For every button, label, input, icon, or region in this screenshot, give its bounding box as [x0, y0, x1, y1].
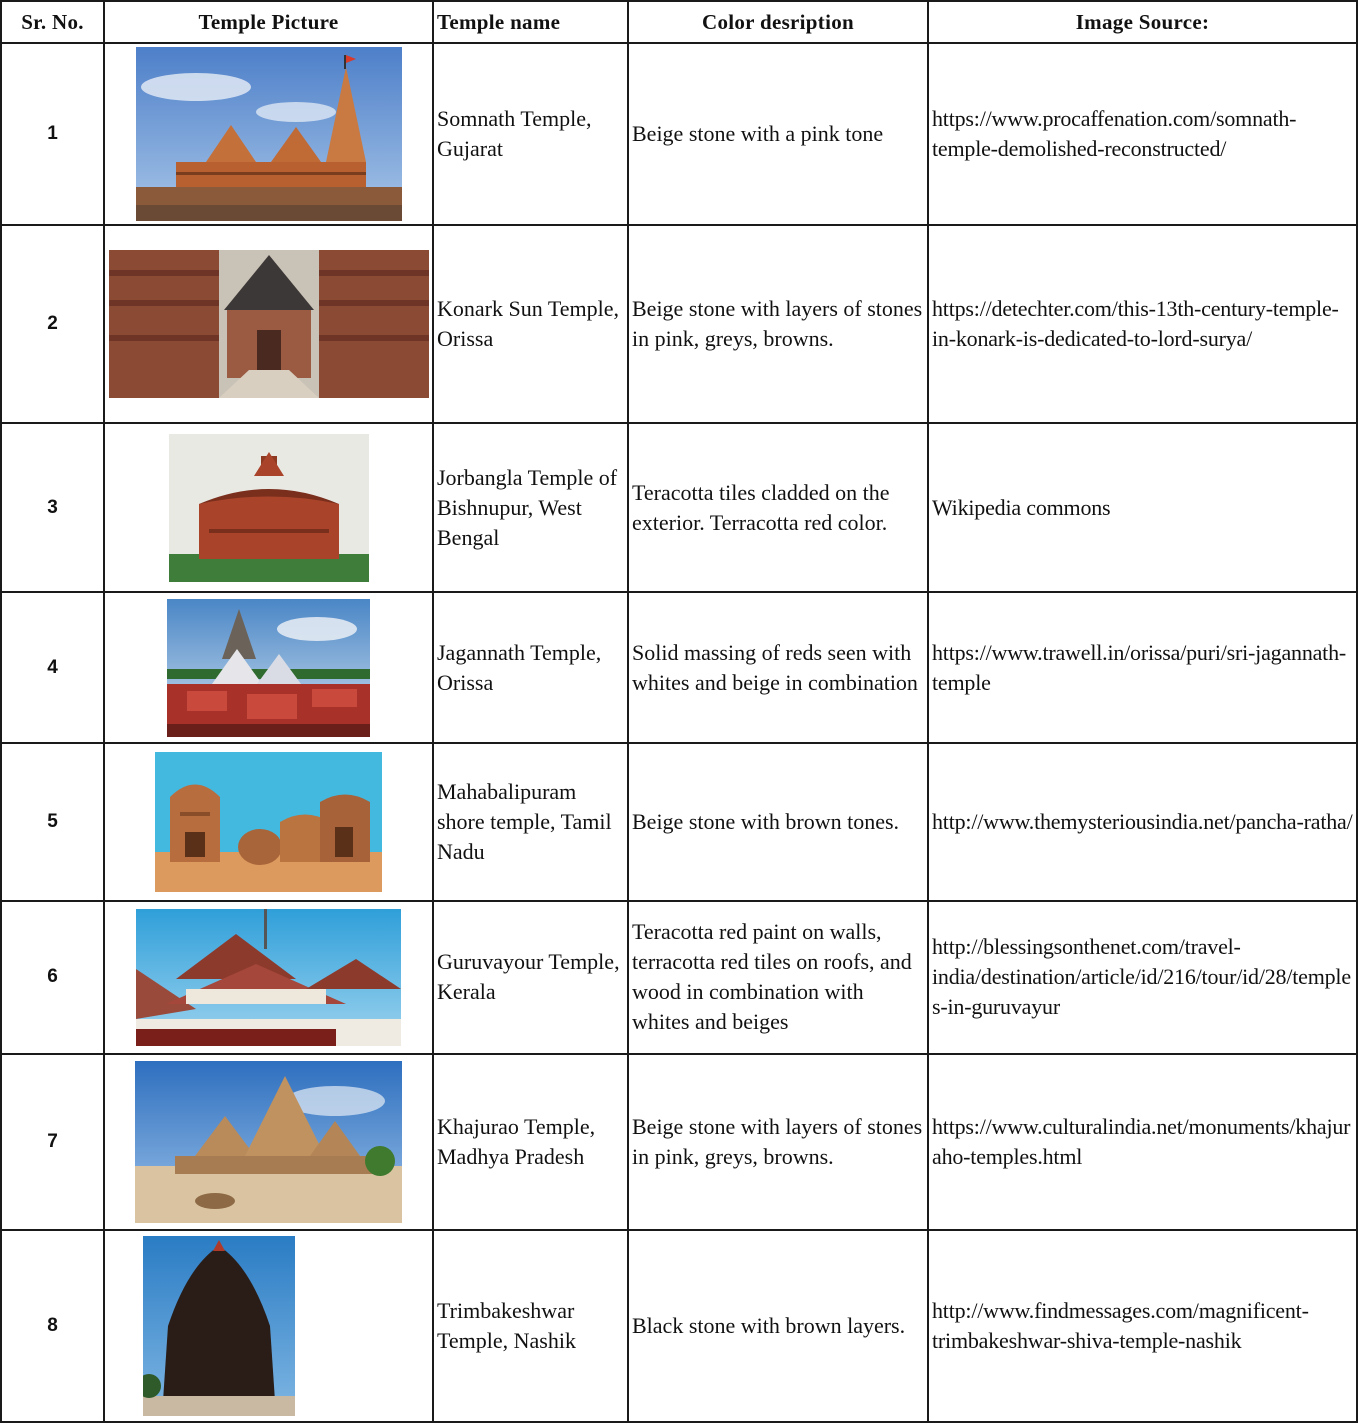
- temple-photo: [167, 599, 370, 737]
- row-sr-no: 6: [1, 901, 104, 1054]
- color-description: Beige stone with a pink tone: [628, 43, 928, 225]
- row-sr-no: 4: [1, 592, 104, 743]
- image-source: https://www.culturalindia.net/monuments/khajuraho-temples.html: [928, 1054, 1357, 1230]
- temple-picture-cell: [104, 423, 433, 592]
- temple-picture-cell: [104, 901, 433, 1054]
- temple-picture-cell: [104, 43, 433, 225]
- temple-picture-cell: [104, 743, 433, 900]
- header-sr-no: Sr. No.: [1, 1, 104, 43]
- temple-picture-cell: [104, 1054, 433, 1230]
- image-source: https://detechter.com/this-13th-century-temple-in-konark-is-dedicated-to-lord-surya/: [928, 225, 1357, 423]
- temple-photo: [135, 1061, 402, 1223]
- color-description: Black stone with brown layers.: [628, 1230, 928, 1422]
- table-row: [1, 592, 1357, 743]
- temple-picture-cell: [104, 225, 433, 423]
- image-source: http://www.themysteriousindia.net/pancha-ratha/: [928, 743, 1357, 900]
- temple-name: Guruvayour Temple, Kerala: [433, 901, 628, 1054]
- color-description: Teracotta tiles cladded on the exterior. Terracotta red color.: [628, 423, 928, 592]
- table-row: [1, 225, 1357, 423]
- image-source: Wikipedia commons: [928, 423, 1357, 592]
- temple-photo: [136, 909, 401, 1046]
- table-row: [1, 423, 1357, 592]
- color-description: Solid massing of reds seen with whites and beige in combination: [628, 592, 928, 743]
- row-sr-no: 7: [1, 1054, 104, 1230]
- table-row: [1, 901, 1357, 1054]
- header-color-description: Color desription: [628, 1, 928, 43]
- color-description: Beige stone with layers of stones in pink, greys, browns.: [628, 1054, 928, 1230]
- color-description: Beige stone with layers of stones in pink, greys, browns.: [628, 225, 928, 423]
- temple-name: Jorbangla Temple of Bishnupur, West Bengal: [433, 423, 628, 592]
- image-source: https://www.trawell.in/orissa/puri/sri-jagannath-temple: [928, 592, 1357, 743]
- header-row: [1, 1, 1357, 43]
- temple-name: Jagannath Temple, Orissa: [433, 592, 628, 743]
- temple-photo: [155, 752, 382, 892]
- row-sr-no: 5: [1, 743, 104, 900]
- table-row: [1, 743, 1357, 900]
- color-description: Beige stone with brown tones.: [628, 743, 928, 900]
- temple-photo: [143, 1236, 295, 1416]
- temple-name: Somnath Temple, Gujarat: [433, 43, 628, 225]
- table-row: [1, 43, 1357, 225]
- row-sr-no: 1: [1, 43, 104, 225]
- color-description: Teracotta red paint on walls, terracotta red tiles on roofs, and wood in combination with whites and beiges: [628, 901, 928, 1054]
- row-sr-no: 8: [1, 1230, 104, 1422]
- table-row: [1, 1054, 1357, 1230]
- image-source: http://www.findmessages.com/magnificent-trimbakeshwar-shiva-temple-nashik: [928, 1230, 1357, 1422]
- temple-name: Trimbakeshwar Temple, Nashik: [433, 1230, 628, 1422]
- temple-name: Khajurao Temple, Madhya Pradesh: [433, 1054, 628, 1230]
- table-row: [1, 1230, 1357, 1422]
- temple-name: Mahabalipuram shore temple, Tamil Nadu: [433, 743, 628, 900]
- temple-photo: [169, 434, 369, 582]
- row-sr-no: 3: [1, 423, 104, 592]
- image-source: https://www.procaffenation.com/somnath-temple-demolished-reconstructed/: [928, 43, 1357, 225]
- header-temple-picture: Temple Picture: [104, 1, 433, 43]
- header-image-source: Image Source:: [928, 1, 1357, 43]
- row-sr-no: 2: [1, 225, 104, 423]
- temple-name: Konark Sun Temple, Orissa: [433, 225, 628, 423]
- header-temple-name: Temple name: [433, 1, 628, 43]
- temple-photo: [109, 250, 429, 398]
- temple-photo: [136, 47, 402, 221]
- temple-picture-cell: [104, 592, 433, 743]
- temple-picture-cell: [104, 1230, 433, 1422]
- image-source: http://blessingsonthenet.com/travel-india/destination/article/id/216/tour/id/28/temples-in-guruvayur: [928, 901, 1357, 1054]
